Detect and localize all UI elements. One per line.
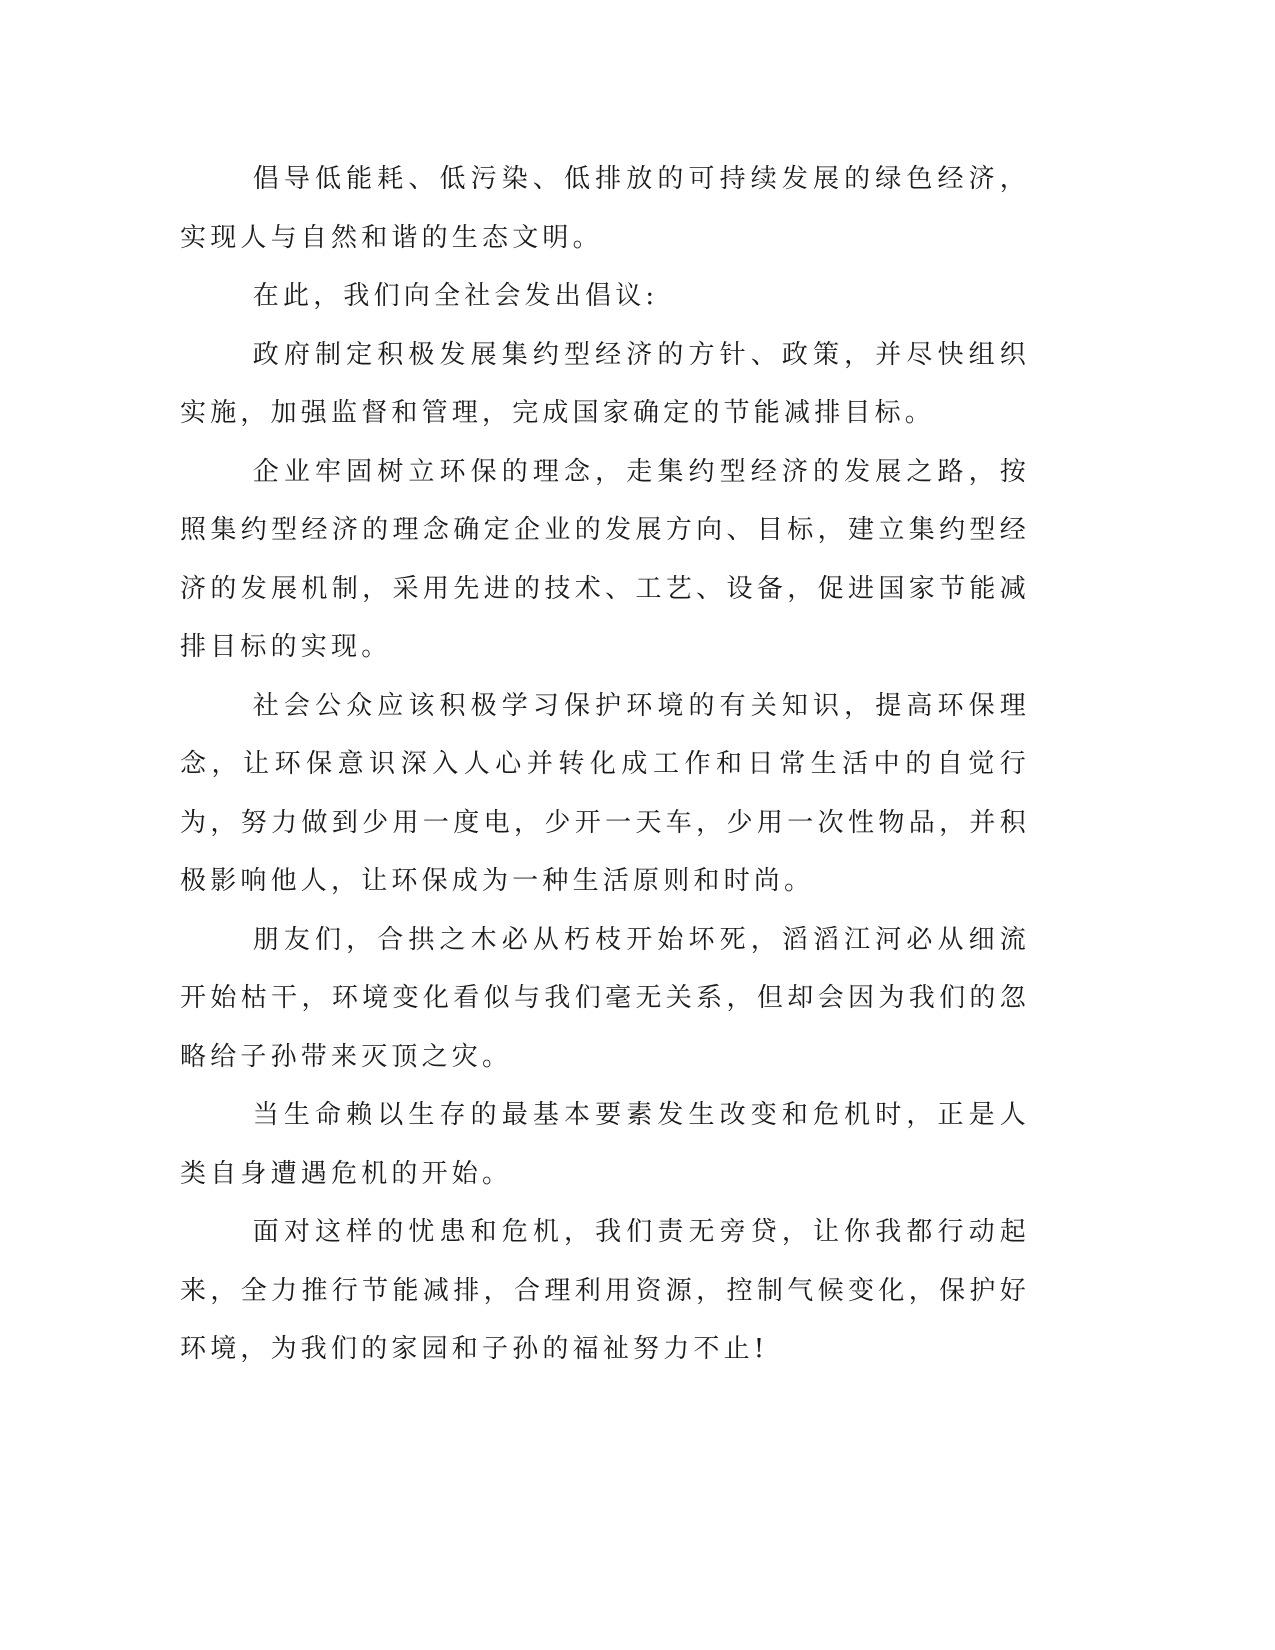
document-page <box>180 150 1030 1550</box>
paragraph-public: 社会公众应该积极学习保护环境的有关知识，提高环保理念，让环保意识深入人心并转化成工作和日常生活中的自觉行为，努力做到少用一度电，少开一天车，少用一次性物品，并积极影响他人，让环保成为一种生活原则和时尚。 <box>180 690 1030 896</box>
paragraph-proposal-intro: 在此，我们向全社会发出倡议: <box>252 281 659 311</box>
paragraph-friends: 朋友们，合拱之木必从朽枝开始坏死，滔滔江河必从细流开始枯干，环境变化看似与我们毫无关系，但却会因为我们的忽略给子孙带来灭顶之灾。 <box>180 924 1030 1072</box>
paragraph-government: 政府制定积极发展集约型经济的方针、政策，并尽快组织实施，加强监督和管理，完成国家确定的节能减排目标。 <box>180 339 1030 428</box>
paragraph-call-to-action: 面对这样的忧患和危机，我们责无旁贷，让你我都行动起来，全力推行节能减排，合理利用资源，控制气候变化，保护好环境，为我们的家园和子孙的福祉努力不止! <box>180 1217 1030 1364</box>
paragraph-enterprise: 企业牢固树立环保的理念，走集约型经济的发展之路，按照集约型经济的理念确定企业的发展方向、目标，建立集约型经济的发展机制，采用先进的技术、工艺、设备，促进国家节能减排目标的实现。 <box>180 456 1030 662</box>
paragraph-crisis: 当生命赖以生存的最基本要素发生改变和危机时，正是人类自身遭遇危机的开始。 <box>180 1100 1030 1189</box>
paragraph-green-economy: 倡导低能耗、低污染、低排放的可持续发展的绿色经济，实现人与自然和谐的生态文明。 <box>180 164 1030 253</box>
